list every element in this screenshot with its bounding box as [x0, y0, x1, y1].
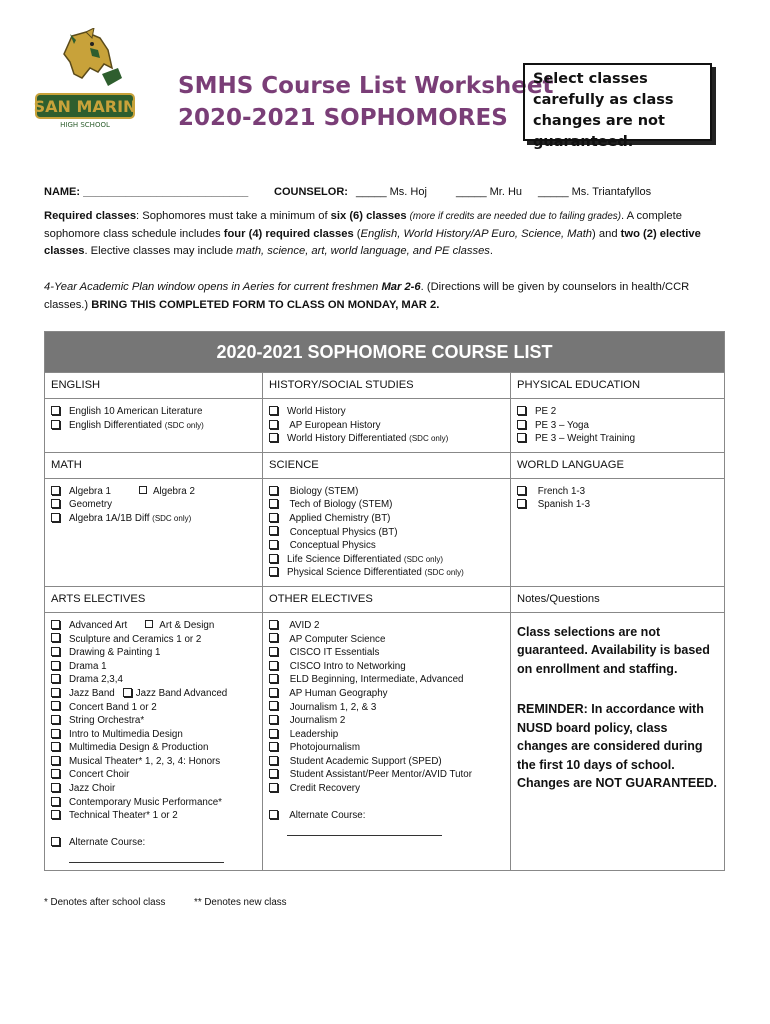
course-geometry[interactable]: Geometry — [51, 498, 258, 512]
course-drawing[interactable]: Drawing & Painting 1 — [51, 646, 258, 660]
science-list — [263, 478, 511, 586]
course-jazz-choir[interactable]: Jazz Choir — [51, 782, 258, 796]
checkbox-icon[interactable] — [139, 486, 147, 494]
course-cisco-it[interactable]: CISCO IT Essentials — [269, 646, 506, 660]
course-cisco-networking[interactable]: CISCO Intro to Networking — [269, 660, 506, 674]
notes-box — [511, 612, 725, 870]
course-eld[interactable]: ELD Beginning, Intermediate, Advanced — [269, 673, 506, 687]
course-sculpture[interactable]: Sculpture and Ceramics 1 or 2 — [51, 633, 258, 647]
title-line-1: SMHS Course List Worksheet — [178, 73, 554, 99]
checkbox-icon[interactable] — [269, 486, 278, 495]
checkbox-icon[interactable] — [51, 620, 60, 629]
course-advanced-art[interactable]: Advanced Art Art & Design — [51, 619, 258, 633]
other-alternate-course[interactable]: Alternate Course: — [269, 809, 506, 823]
course-concert-band[interactable]: Concert Band 1 or 2 — [51, 701, 258, 715]
checkbox-icon[interactable] — [51, 783, 60, 792]
checkbox-icon[interactable] — [517, 420, 526, 429]
checkbox-icon[interactable] — [269, 420, 278, 429]
checkbox-icon[interactable] — [51, 688, 60, 697]
svg-text:SAN MARIN: SAN MARIN — [33, 97, 137, 116]
checkbox-icon[interactable] — [269, 688, 278, 697]
checkbox-icon[interactable] — [517, 406, 526, 415]
footnote-new-class: ** Denotes new class — [194, 897, 287, 908]
name-field[interactable]: NAME: ___________________________ — [44, 186, 249, 198]
arts-list — [45, 612, 263, 870]
checkbox-icon[interactable] — [51, 486, 60, 495]
availability-note: Class selections are not guaranteed. Availability is based on enrollment and staffing. — [517, 624, 710, 676]
counselor-option-hoj[interactable]: _____ Ms. Hoj — [356, 186, 427, 198]
science-heading: SCIENCE — [263, 452, 511, 478]
checkbox-icon[interactable] — [269, 783, 278, 792]
notice-box: Select classes carefully as class changes are not guaranteed. — [523, 63, 712, 141]
checkbox-icon[interactable] — [145, 620, 153, 628]
world-language-list — [511, 478, 725, 586]
arts-alternate-course[interactable]: Alternate Course: — [51, 836, 258, 850]
course-conceptual-physics[interactable]: Conceptual Physics — [269, 539, 506, 553]
checkbox-icon[interactable] — [51, 406, 60, 415]
checkbox-icon[interactable] — [517, 433, 526, 442]
checkbox-icon[interactable] — [51, 701, 60, 710]
checkbox-icon[interactable] — [269, 526, 278, 535]
checkbox-icon[interactable] — [51, 756, 60, 765]
course-ap-cs[interactable]: AP Computer Science — [269, 633, 506, 647]
checkbox-icon[interactable] — [269, 633, 278, 642]
course-algebra[interactable]: Algebra 1 Algebra 2 — [51, 485, 258, 499]
course-avid-2[interactable]: AVID 2 — [269, 619, 506, 633]
page-title — [178, 70, 553, 134]
course-conceptual-physics-bt[interactable]: Conceptual Physics (BT) — [269, 526, 506, 540]
course-ap-euro[interactable]: AP European History — [269, 419, 506, 433]
course-applied-chemistry[interactable]: Applied Chemistry (BT) — [269, 512, 506, 526]
counselor-option-hu[interactable]: _____ Mr. Hu — [456, 186, 523, 198]
checkbox-icon[interactable] — [51, 797, 60, 806]
course-french[interactable]: French 1-3 — [517, 485, 720, 499]
checkbox-icon[interactable] — [51, 769, 60, 778]
checkbox-icon[interactable] — [51, 837, 60, 846]
other-alternate-input[interactable] — [287, 822, 442, 836]
counselor-option-triantafyllos[interactable]: _____ Ms. Triantafyllos — [538, 186, 652, 198]
checkbox-icon[interactable] — [269, 729, 278, 738]
course-drama-1[interactable]: Drama 1 — [51, 660, 258, 674]
checkbox-icon[interactable] — [269, 406, 278, 415]
course-student-assistant[interactable]: Student Assistant/Peer Mentor/AVID Tutor — [269, 768, 506, 782]
course-life-science-diff[interactable]: Life Science Differentiated (SDC only) — [269, 553, 506, 567]
course-jazz-band[interactable]: Jazz Band Jazz Band Advanced — [51, 687, 258, 701]
checkbox-icon[interactable] — [269, 661, 278, 670]
course-ap-human-geo[interactable]: AP Human Geography — [269, 687, 506, 701]
pe-list — [511, 399, 725, 453]
checkbox-icon[interactable] — [269, 647, 278, 656]
english-list — [45, 399, 263, 453]
footnote-after-school: * Denotes after school class — [44, 897, 166, 908]
checkbox-icon[interactable] — [269, 620, 278, 629]
checkbox-icon[interactable] — [51, 420, 60, 429]
school-logo — [30, 28, 140, 138]
course-journalism-2[interactable]: Journalism 2 — [269, 714, 506, 728]
checkbox-icon[interactable] — [51, 499, 60, 508]
checkbox-icon[interactable] — [269, 715, 278, 724]
checkbox-icon[interactable] — [269, 769, 278, 778]
pe-heading: PHYSICAL EDUCATION — [511, 373, 725, 399]
history-list — [263, 399, 511, 453]
checkbox-icon[interactable] — [269, 701, 278, 710]
notes-heading: Notes/Questions — [511, 586, 725, 612]
math-heading: MATH — [45, 452, 263, 478]
course-pe-3-weight[interactable]: PE 3 – Weight Training — [517, 432, 720, 446]
title-line-2: 2020-2021 SOPHOMORES — [178, 105, 508, 131]
course-student-support[interactable]: Student Academic Support (SPED) — [269, 755, 506, 769]
course-journalism-123[interactable]: Journalism 1, 2, & 3 — [269, 701, 506, 715]
english-heading: ENGLISH — [45, 373, 263, 399]
checkbox-icon[interactable] — [269, 540, 278, 549]
course-pe-3-yoga[interactable]: PE 3 – Yoga — [517, 419, 720, 433]
course-list-title: 2020-2021 SOPHOMORE COURSE LIST — [45, 332, 725, 373]
course-concert-choir[interactable]: Concert Choir — [51, 768, 258, 782]
course-physical-science-diff[interactable]: Physical Science Differentiated (SDC only) — [269, 566, 506, 580]
course-biology[interactable]: Biology (STEM) — [269, 485, 506, 499]
math-list — [45, 478, 263, 586]
course-world-history-diff[interactable]: World History Differentiated (SDC only) — [269, 432, 506, 446]
checkbox-icon[interactable] — [269, 674, 278, 683]
course-musical-theater[interactable]: Musical Theater* 1, 2, 3, 4: Honors — [51, 755, 258, 769]
checkbox-icon[interactable] — [51, 729, 60, 738]
course-contemporary-music[interactable]: Contemporary Music Performance* — [51, 796, 258, 810]
course-intro-multimedia[interactable]: Intro to Multimedia Design — [51, 728, 258, 742]
course-list-table — [44, 331, 725, 871]
checkbox-icon[interactable] — [51, 715, 60, 724]
course-multimedia-design[interactable]: Multimedia Design & Production — [51, 741, 258, 755]
other-electives-heading: OTHER ELECTIVES — [263, 586, 511, 612]
svg-text:HIGH SCHOOL: HIGH SCHOOL — [60, 121, 110, 129]
checkbox-icon[interactable] — [517, 499, 526, 508]
checkbox-icon[interactable] — [51, 633, 60, 642]
checkbox-icon[interactable] — [123, 688, 132, 697]
checkbox-icon[interactable] — [51, 742, 60, 751]
course-pe-2[interactable]: PE 2 — [517, 405, 720, 419]
course-drama-234[interactable]: Drama 2,3,4 — [51, 673, 258, 687]
course-algebra-1ab-diff[interactable]: Algebra 1A/1B Diff (SDC only) — [51, 512, 258, 526]
course-world-history[interactable]: World History — [269, 405, 506, 419]
course-leadership[interactable]: Leadership — [269, 728, 506, 742]
checkbox-icon[interactable] — [51, 661, 60, 670]
other-electives-list — [263, 612, 511, 870]
arts-alternate-input[interactable] — [69, 849, 224, 863]
reminder-note: REMINDER: In accordance with NUSD board policy, class changes are considered during the first 10 days of school. Changes are NOT GUARANTEED. — [517, 702, 718, 791]
checkbox-icon[interactable] — [269, 513, 278, 522]
academic-plan-paragraph: 4-Year Academic Plan window opens in Aeries for current freshmen Mar 2-6. (Directions will be given by counselors in health/CCR classes.) BRING THIS COMPLETED FORM TO CLASS ON MONDAY, MAR 2. — [44, 281, 690, 311]
history-heading: HISTORY/SOCIAL STUDIES — [263, 373, 511, 399]
course-string-orchestra[interactable]: String Orchestra* — [51, 714, 258, 728]
checkbox-icon[interactable] — [269, 554, 278, 563]
checkbox-icon[interactable] — [269, 433, 278, 442]
world-language-heading: WORLD LANGUAGE — [511, 452, 725, 478]
course-photojournalism[interactable]: Photojournalism — [269, 741, 506, 755]
checkbox-icon[interactable] — [51, 674, 60, 683]
counselor-label: COUNSELOR: — [274, 186, 348, 198]
checkbox-icon[interactable] — [51, 810, 60, 819]
required-classes-paragraph: Required classes: Sophomores must take a minimum of six (6) classes (more if credits are needed due to failing grades). A complete sophomore class schedule includes four (4) required classes (English, World History/AP Euro, Science, Math) and two (2) elective classes. Elective classes may include math, science, art, world language, and PE classes. — [44, 210, 701, 257]
arts-heading: ARTS ELECTIVES — [45, 586, 263, 612]
course-english-diff[interactable]: English Differentiated (SDC only) — [51, 419, 258, 433]
checkbox-icon[interactable] — [269, 499, 278, 508]
checkbox-icon[interactable] — [269, 756, 278, 765]
checkbox-icon[interactable] — [51, 647, 60, 656]
course-english-10[interactable]: English 10 American Literature — [51, 405, 258, 419]
checkbox-icon[interactable] — [51, 513, 60, 522]
checkbox-icon[interactable] — [269, 742, 278, 751]
course-spanish[interactable]: Spanish 1-3 — [517, 498, 720, 512]
checkbox-icon[interactable] — [269, 567, 278, 576]
checkbox-icon[interactable] — [517, 486, 526, 495]
course-tech-biology[interactable]: Tech of Biology (STEM) — [269, 498, 506, 512]
checkbox-icon[interactable] — [269, 810, 278, 819]
course-credit-recovery[interactable]: Credit Recovery — [269, 782, 506, 796]
course-technical-theater[interactable]: Technical Theater* 1 or 2 — [51, 809, 258, 823]
